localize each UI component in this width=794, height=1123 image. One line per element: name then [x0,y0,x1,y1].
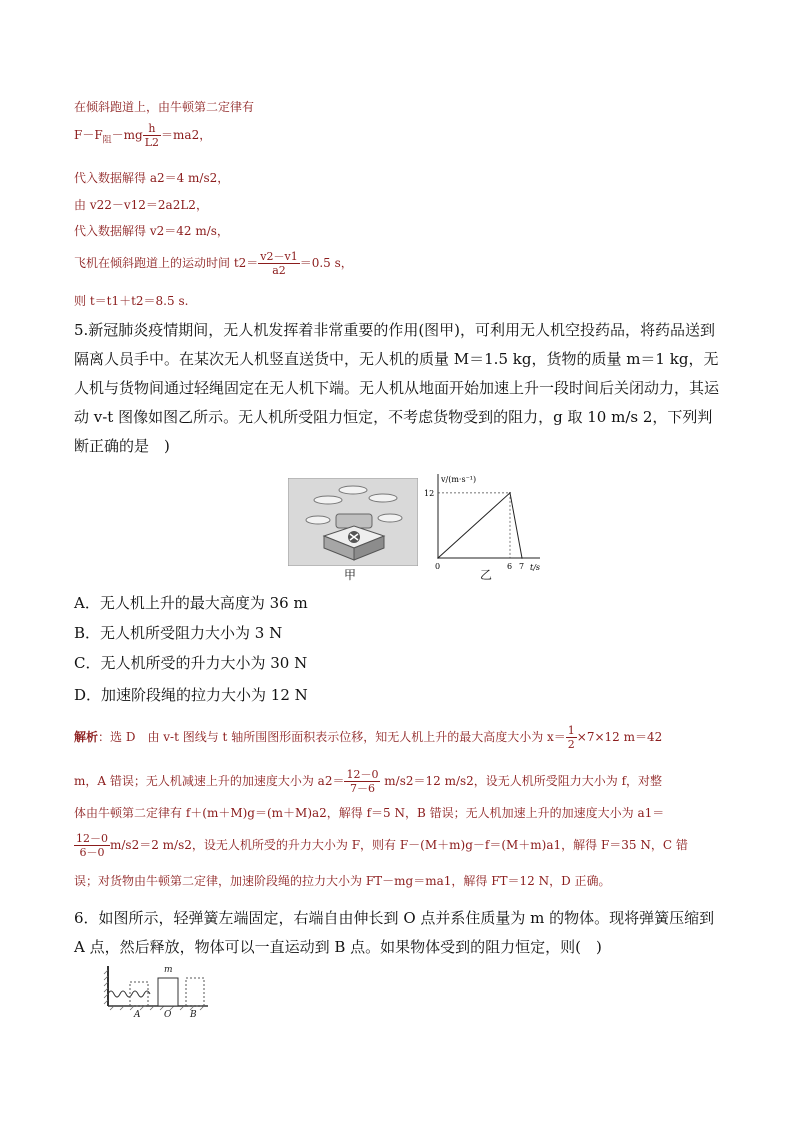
frac-num: 1 [567,724,575,737]
analysis-text: m，A 错误；无人机减速上升的加速度大小为 a2＝ [74,774,345,788]
mass-label: m [164,965,173,975]
solution-line-4: 由 v22－v12＝2a2L2， [74,198,208,212]
eq-part: －mg [111,128,143,142]
vt-chart-svg [424,474,550,574]
x-tick-label: 0 [435,562,441,571]
point-a-label: A [134,1010,141,1020]
drone-figure [288,478,418,582]
frac-num: 12－0 [76,832,108,845]
fraction [74,832,110,859]
frac-den: 2 [567,738,575,751]
analysis-line-5: 误；对货物由牛顿第二定律，加速阶段绳的拉力大小为 FT－mg＝ma1，解得 FT＝12 N，D 正确。 [74,874,611,888]
fig-b-label: 乙 [480,568,493,582]
frac-den: L2 [144,136,160,149]
analysis-label: 解析 [74,730,99,744]
option-b: B．无人机所受阻力大小为 3 N [74,624,283,642]
option-d: D．加速阶段绳的拉力大小为 12 N [74,686,308,704]
frac-num: 12－0 [346,768,379,781]
series-line [438,493,522,558]
fraction [566,724,577,751]
x-axis-label: t/s [530,563,541,572]
analysis-line-4 [74,832,688,859]
option-a: A．无人机上升的最大高度为 36 m [74,594,308,612]
eq-sub: 阻 [102,135,112,146]
data-point [521,557,523,559]
analysis-line-3: 体由牛顿第二定律有 f＋(m＋M)g＝(m＋M)a2，解得 f＝5 N，B 错误；无人机加速上升的加速度大小为 a1＝ [74,806,665,820]
solution-line-2 [74,122,211,149]
eq-part: 飞机在倾斜跑道上的运动时间 t2＝ [74,256,259,270]
fraction [258,250,299,277]
fig-a-label: 甲 [344,568,357,582]
x-tick-label: 7 [519,562,525,571]
frac-den: 6－0 [79,846,105,859]
eq-part: F－F [74,128,103,142]
fraction [344,768,380,795]
frac-den: 7－6 [349,782,375,795]
solution-line-1: 在倾斜跑道上，由牛顿第二定律有 [74,100,255,114]
x-tick-label: 6 [507,562,513,571]
y-axis-label: v/(m·s⁻¹) [441,475,477,484]
point-b-label: B [190,1010,197,1020]
point-o-label: O [164,1010,172,1020]
eq-part: ＝0.5 s， [299,256,353,270]
analysis-text: ×7×12 m＝42 [576,730,663,744]
frac-num: v2－v1 [260,250,298,263]
analysis-line-2 [74,768,662,795]
question-6-text: 6．如图所示，轻弹簧左端固定，右端自由伸长到 O 点并系住质量为 m 的物体。现将弹簧压缩到 A 点，然后释放，物体可以一直运动到 B 点。如果物体受到的阻力恒定，则( ) [74,909,715,956]
analysis-text: m/s2＝2 m/s2，设无人机所受的升力大小为 F，则有 F－(M＋m)g－f＝(M＋m)a1，解得 F＝35 N，C 错 [110,838,688,852]
analysis-line-1 [74,724,662,751]
data-point [437,557,439,559]
vt-chart [424,474,550,582]
solution-line-6 [74,250,353,277]
solution-line-3: 代入数据解得 a2＝4 m/s2， [74,171,230,185]
spring-figure [102,964,212,1022]
solution-line-5: 代入数据解得 v2＝42 m/s， [74,224,229,238]
frac-den: a2 [272,264,286,277]
eq-part: ＝ma2， [161,128,212,142]
analysis-text: ：选 D 由 v-t 图线与 t 轴所围图形面积表示位移，知无人机上升的最大高度大小为 x＝ [98,730,566,744]
solution-line-7: 则 t＝t1＋t2＝8.5 s. [74,294,189,308]
question-5-text: 5.新冠肺炎疫情期间，无人机发挥着非常重要的作用(图甲)，可利用无人机空投药品，将药品送到隔离人员手中。在某次无人机竖直送货中，无人机的质量 M＝1.5 kg，货物的质量 m＝1 kg，无人机与货物间通过轻绳固定在无人机下端。无人机从地面开始加速上升一段时间后关闭动力，其运动 v-t 图像如图乙所示。无人机所受阻力恒定，不考虑货物受到的阻力，g 取 10 m/s 2，下列判断正确的是 ) [74,321,720,455]
drone-illustration [288,478,418,566]
analysis-text: m/s2＝12 m/s2，设无人机所受阻力大小为 f，对整 [380,774,663,788]
option-c: C．无人机所受的升力大小为 30 N [74,654,308,672]
frac-num: h [143,122,161,136]
y-tick-label: 12 [424,488,435,498]
fraction [143,122,161,149]
